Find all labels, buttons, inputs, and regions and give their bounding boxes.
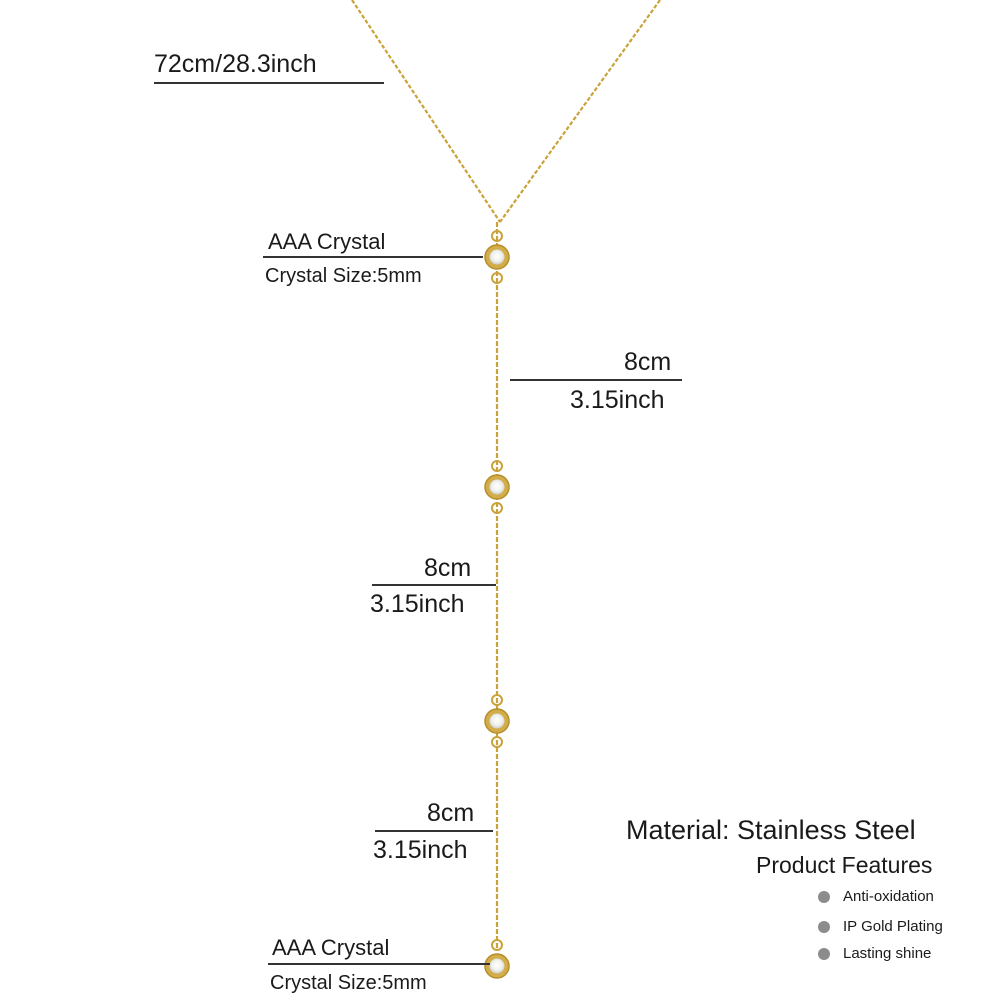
bullet-icon — [818, 948, 830, 960]
segment1-inch: 3.15inch — [570, 386, 665, 414]
segment3-rule — [375, 830, 493, 832]
crystal-bottom-rule — [268, 963, 490, 965]
feature-item — [818, 945, 931, 962]
segment1-cm: 8cm — [624, 348, 672, 376]
segment2-rule — [372, 584, 496, 586]
segment3-cm: 8cm — [427, 799, 475, 827]
bullet-icon — [818, 921, 830, 933]
segment1-rule — [510, 379, 682, 381]
feature-label: Anti-oxidation — [843, 888, 934, 905]
crystal-top-size: Crystal Size:5mm — [265, 265, 422, 287]
material-label: Material: Stainless Steel — [626, 815, 916, 845]
bullet-icon — [818, 891, 830, 903]
feature-item — [818, 918, 943, 935]
chain-length-label: 72cm/28.3inch — [154, 50, 317, 78]
feature-label: IP Gold Plating — [843, 918, 943, 935]
segment2-inch: 3.15inch — [370, 590, 465, 618]
chain-length-rule — [154, 82, 384, 84]
crystal-bottom-size: Crystal Size:5mm — [270, 972, 427, 994]
segment3-inch: 3.15inch — [373, 836, 468, 864]
crystal-bottom-name: AAA Crystal — [272, 935, 390, 960]
segment2-cm: 8cm — [424, 554, 472, 582]
product-features-title: Product Features — [756, 852, 933, 878]
crystal-top-name: AAA Crystal — [268, 229, 386, 254]
chain-left-strand — [352, 0, 500, 222]
feature-item — [818, 888, 934, 905]
crystal-top-rule — [263, 256, 483, 258]
feature-label: Lasting shine — [843, 945, 932, 962]
chain-right-strand — [500, 0, 660, 222]
